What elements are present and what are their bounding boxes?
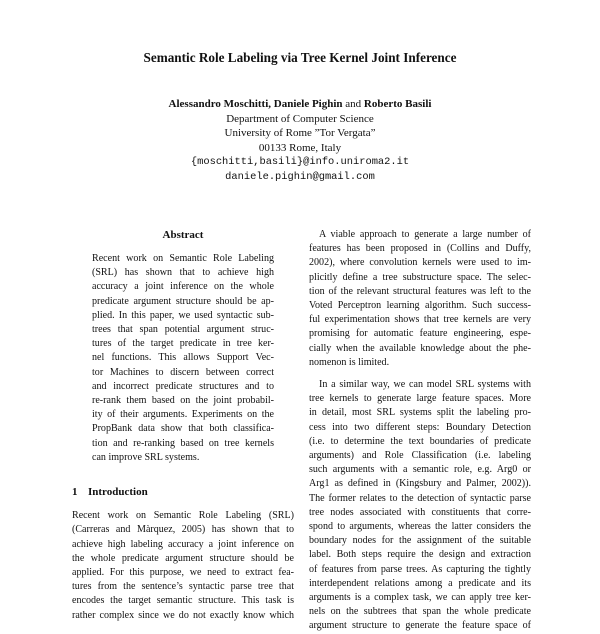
text-line: ful experimentation shows that tree kernels are very (309, 314, 531, 326)
text-line: in detail, most SRL systems split the labeling pro- (309, 407, 531, 419)
text-line: The former relates to the detection of syntactic parse (309, 492, 531, 504)
author-names-first: Alessandro Moschitti, Daniele Pighin (168, 98, 343, 110)
text-line: the whole predicate argument structure should be (72, 552, 294, 564)
text-line: cially when the available knowledge about the phe- (309, 342, 531, 354)
right-paragraph-1 (309, 228, 531, 370)
text-line: (i.e. to determine the text boundaries of predicate (309, 435, 531, 447)
affiliation-department: Department of Computer Science (226, 112, 374, 125)
right-column (309, 228, 531, 634)
text-line: Voted Perceptron learning algorithm. Such success- (309, 300, 531, 312)
text-line: tion of the relevant structural features was left to the (309, 285, 531, 297)
text-line: trees that span potential argument struc- (92, 324, 274, 336)
section-heading-introduction (72, 485, 294, 499)
left-column (72, 228, 294, 623)
author-block (0, 97, 600, 185)
text-line: arguments) and Role Classification (i.e. labeling (309, 450, 531, 462)
text-line: nels on the subtrees that span the whole predicate (309, 606, 531, 618)
author-names-second: Roberto Basili (363, 98, 432, 110)
text-line: PropBank data show that both classifica- (92, 423, 274, 435)
introduction-paragraph (72, 509, 294, 623)
text-line: ity of their arguments. Experiments on the (92, 409, 274, 421)
text-line: 2002), where convolution kernels were used to im- (309, 257, 531, 269)
text-line: Arg1 as defined in (Kingsbury and Palmer, 2002)). (309, 478, 531, 490)
email-line-2: daniele.pighin@gmail.com (225, 170, 375, 183)
affiliation-city: 00133 Rome, Italy (258, 141, 342, 154)
text-line: Recent work on Semantic Role Labeling (SRL) (72, 510, 294, 522)
text-line: applied. For this purpose, we need to extract fea- (72, 567, 294, 579)
text-line: A viable approach to generate a large number of (319, 229, 531, 240)
text-line: spond to arguments, whereas the latter considers the (309, 521, 531, 533)
text-line: rather complex since we do not exactly know which (72, 609, 294, 621)
text-line: re-rank them based on the joint probabil- (92, 395, 274, 407)
text-line: plied. In this paper, we used syntactic sub- (92, 309, 274, 321)
text-line: of features from parse trees. As capturing the tightly (309, 563, 531, 575)
text-line: In a similar way, we can model SRL systems with (319, 379, 531, 391)
paper-title: Semantic Role Labeling via Tree Kernel Joint Inference (143, 50, 457, 65)
text-line: features has been proposed in (Collins and Duffy, (309, 243, 531, 255)
email-line-1: {moschitti,basili}@info.uniroma2.it (190, 156, 410, 169)
text-line: tree nodes associated with constituents that corre- (309, 506, 531, 518)
author-names (0, 97, 600, 112)
text-line: nomenon is limited. (309, 356, 390, 368)
text-line: and incorrect predicate structures and to (92, 380, 274, 392)
text-line: cess into two different steps: Boundary Detection (309, 421, 531, 433)
author-and: and (342, 98, 364, 110)
text-line: tures from the sentence’s syntactic parse tree that (72, 581, 294, 593)
text-line: (SRL) has shown that to achieve high (92, 267, 274, 279)
text-line: predicate argument structure should be ap- (92, 295, 274, 307)
text-line: accuracy a joint inference on the whole (92, 281, 274, 293)
text-line: nel functions. This allows Support Vec- (92, 352, 274, 364)
text-line: achieve high labeling accuracy a joint inference on (72, 538, 294, 550)
text-line: encodes the target semantic structure. This task is (72, 595, 294, 607)
text-line: such arguments with a semantic role, e.g. Arg0 or (309, 464, 531, 476)
text-line: can improve SRL systems. (92, 451, 200, 463)
abstract-body (92, 252, 274, 465)
text-line: label. Both steps require the design and extraction (309, 549, 531, 561)
text-line: tor Machines to discern between correct (92, 366, 274, 378)
text-line: arguments is a complex task, we can apply tree ker- (309, 592, 531, 604)
text-line: plicitly define a tree substructure space. The selec- (309, 271, 531, 283)
text-line: Recent work on Semantic Role Labeling (92, 253, 274, 264)
text-line: interdependent relations among a predicate and its (309, 577, 531, 589)
text-line: tures of the target predicate in tree ker- (92, 338, 274, 350)
text-line: argument structure to generate the feature space of (309, 620, 531, 632)
text-line: boundary nodes for the assignment of the suitable (309, 535, 531, 547)
section-title: Introduction (88, 486, 148, 499)
affiliation-university: University of Rome ”Tor Vergata” (224, 127, 376, 140)
section-number: 1 (72, 486, 78, 499)
abstract-heading: Abstract (162, 229, 204, 241)
text-line: tree kernels to generate large feature spaces. More (309, 393, 531, 405)
text-line: (Carreras and Màrquez, 2005) has shown that to (72, 524, 294, 536)
right-paragraph-2 (309, 378, 531, 634)
text-line: promising for automatic feature engineering, espe- (309, 328, 531, 340)
text-line: tion and re-ranking based on tree kernels (92, 437, 274, 449)
